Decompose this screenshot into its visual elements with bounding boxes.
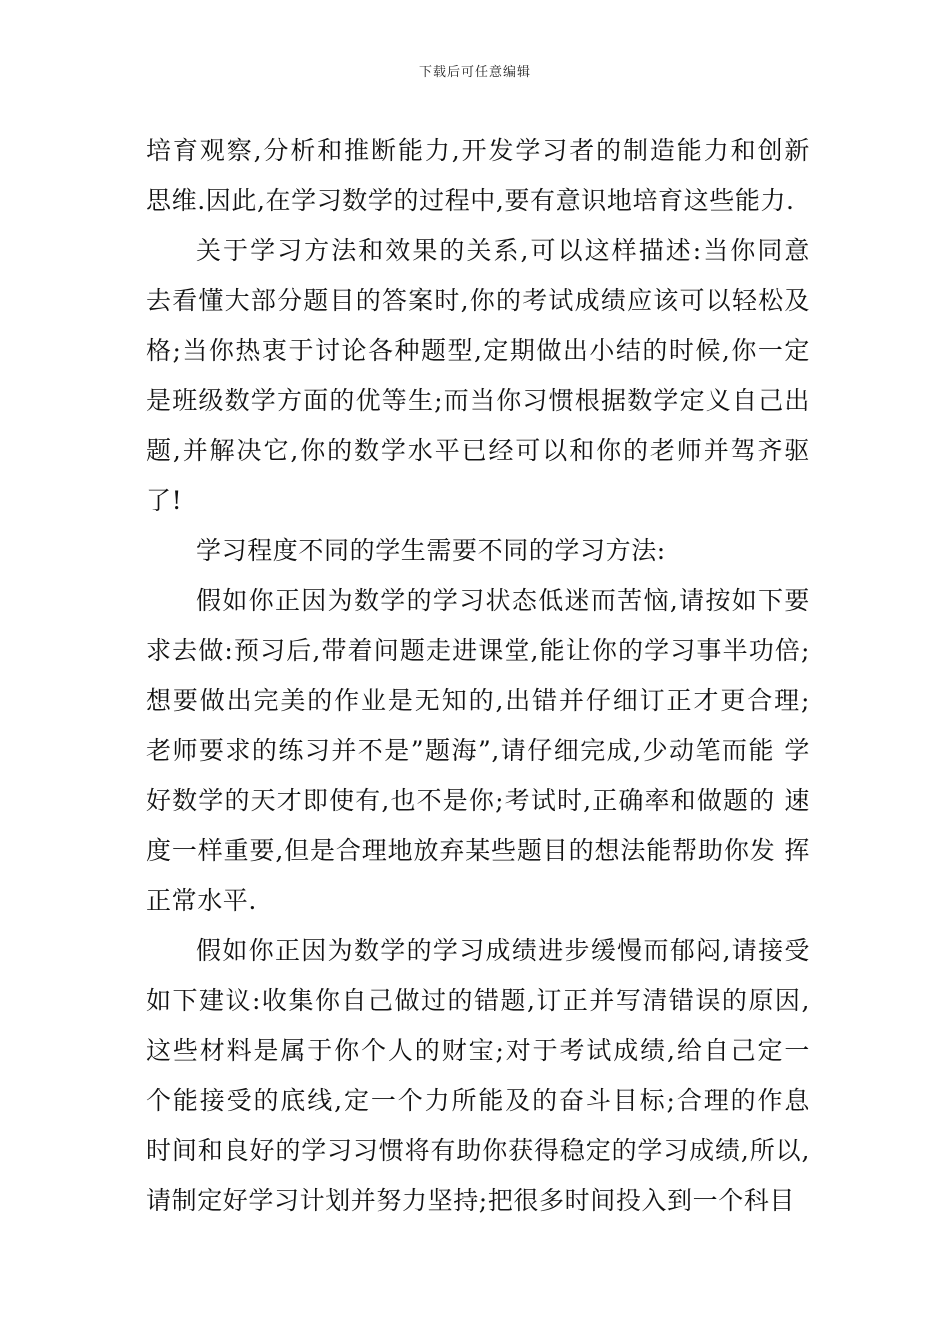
text-line: 假如你正因为数学的学习成绩进步缓慢而郁闷,请接受 [196, 936, 810, 965]
paragraph-1 [146, 126, 810, 226]
text-line: 是班级数学方面的优等生;而当你习惯根据数学定义自己出 [146, 386, 810, 415]
document-body [146, 126, 810, 1226]
text-line: 培育观察,分析和推断能力,开发学习者的制造能力和创新 [146, 136, 810, 165]
text-line: 老师要求的练习并不是”题海”,请仔细完成,少动笔而能 [146, 736, 775, 765]
text-line: 关于学习方法和效果的关系,可以这样描述:当你同意 [196, 236, 810, 265]
text-line: 了! [146, 486, 183, 515]
text-line: 题,并解决它,你的数学水平已经可以和你的老师并驾齐驱 [146, 436, 810, 465]
paragraph-2 [146, 226, 810, 526]
text-line: 求去做:预习后,带着问题走进课堂,能让你的学习事半功倍; [146, 636, 810, 665]
paragraph-3 [146, 526, 810, 576]
text-line: 想要做出完美的作业是无知的,出错并仔细订正才更合理; [146, 686, 810, 715]
text-line: 格;当你热衷于讨论各种题型,定期做出小结的时候,你一定 [146, 336, 810, 365]
text-line: 思维.因此,在学习数学的过程中,要有意识地培育这些能力. [146, 186, 795, 215]
paragraph-4 [146, 576, 810, 926]
text-line: 假如你正因为数学的学习状态低迷而苦恼,请按如下要 [196, 586, 810, 615]
text-line: 学习程度不同的学生需要不同的学习方法: [196, 536, 666, 565]
text-line: 这些材料是属于你个人的财宝;对于考试成绩,给自己定一 [146, 1036, 810, 1065]
paragraph-5 [146, 926, 810, 1226]
text-line: 速度一样重要,但是合理地放弃某些题目的想法能帮助你发 [146, 786, 811, 865]
text-line: 挥正常水平. [146, 836, 810, 915]
text-line: 如下建议:收集你自己做过的错题,订正并写清错误的原因, [146, 986, 810, 1015]
text-line: 学好数学的天才即使有,也不是你;考试时,正确率和做题的 [146, 736, 811, 815]
text-line: 时间和良好的学习习惯将有助你获得稳定的学习成绩,所以, [146, 1136, 810, 1165]
text-line: 去看懂大部分题目的答案时,你的考试成绩应该可以轻松及 [146, 286, 810, 315]
text-line: 个能接受的底线,定一个力所能及的奋斗目标;合理的作息 [146, 1086, 810, 1115]
text-line: 请制定好学习计划并努力坚持;把很多时间投入到一个科目 [146, 1186, 796, 1215]
page-header-note: 下载后可任意编辑 [418, 65, 531, 80]
